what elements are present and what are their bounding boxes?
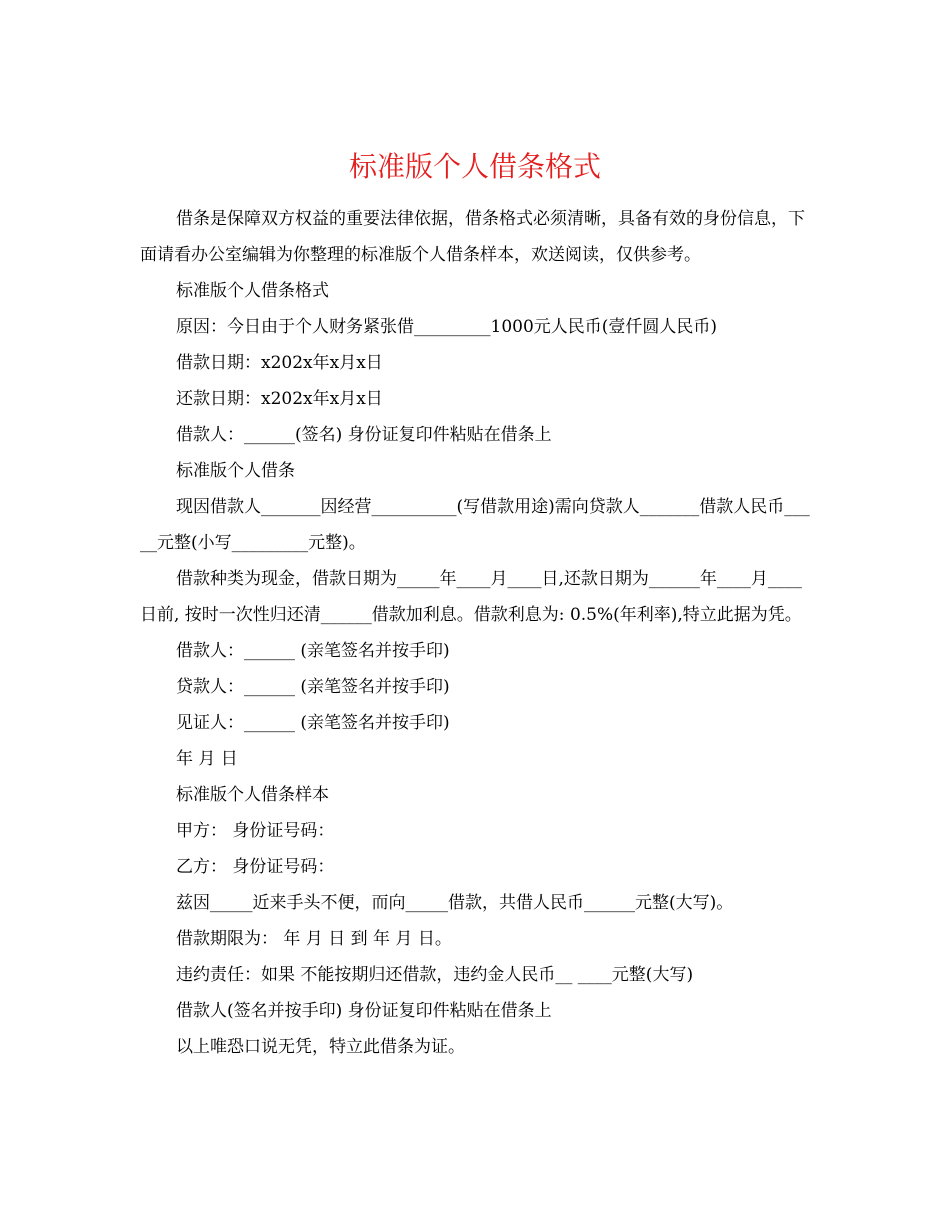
- loan-date-line: 借款日期：x202x年x月x日: [176, 353, 383, 373]
- intro-paragraph: 借条是保障双方权益的重要法律依据，借条格式必须清晰，具备有效的身份信息，下面请看办公室编辑为你整理的标准版个人借条样本，欢送阅读，仅供参考。: [140, 209, 805, 265]
- party-b-line: 乙方： 身份证号码：: [176, 857, 335, 877]
- party-a-line: 甲方： 身份证号码：: [176, 821, 335, 841]
- iou-paragraph-1: 现因借款人_______因经营__________(写借款用途)需向贷款人_______借款人民币_____元整(小写_________元整)。: [140, 497, 810, 553]
- document-body: [140, 201, 812, 1065]
- borrower-signature-line: 借款人：______(签名) 身份证复印件粘贴在借条上: [176, 425, 552, 445]
- loan-term-line: 借款期限为： 年 月 日 到 年 月 日。: [176, 929, 452, 949]
- document-title: 标准版个人借条格式: [348, 149, 601, 183]
- loan-statement-line: 兹因_____近来手头不便，而向_____借款，共借人民币______元整(大写)。: [176, 893, 734, 913]
- section-heading-iou: 标准版个人借条: [176, 461, 295, 481]
- date-line: 年 月 日: [176, 749, 238, 769]
- borrower-sign-line: 借款人：______ (亲笔签名并按手印): [176, 641, 450, 661]
- loan-reason-line: 原因：今日由于个人财务紧张借_________1000元人民币(壹仟圆人民币): [176, 317, 718, 337]
- borrower-id-line: 借款人(签名并按手印) 身份证复印件粘贴在借条上: [176, 1001, 552, 1021]
- section-heading-sample: 标准版个人借条样本: [176, 785, 329, 805]
- breach-liability-line: 违约责任：如果 不能按期归还借款，违约金人民币__ ____元整(大写): [176, 965, 694, 985]
- witness-sign-line: 见证人：______ (亲笔签名并按手印): [176, 713, 450, 733]
- section-heading-format: 标准版个人借条格式: [176, 281, 329, 301]
- iou-paragraph-2: 借款种类为现金，借款日期为_____年____月____日,还款日期为______年____月____日前, 按时一次性归还清______借款加利息。借款利息为: 0.5%(年利率),特立此据为凭。: [140, 569, 802, 625]
- closing-line: 以上唯恐口说无凭，特立此借条为证。: [176, 1037, 465, 1057]
- lender-sign-line: 贷款人：______ (亲笔签名并按手印): [176, 677, 450, 697]
- repay-date-line: 还款日期：x202x年x月x日: [176, 389, 383, 409]
